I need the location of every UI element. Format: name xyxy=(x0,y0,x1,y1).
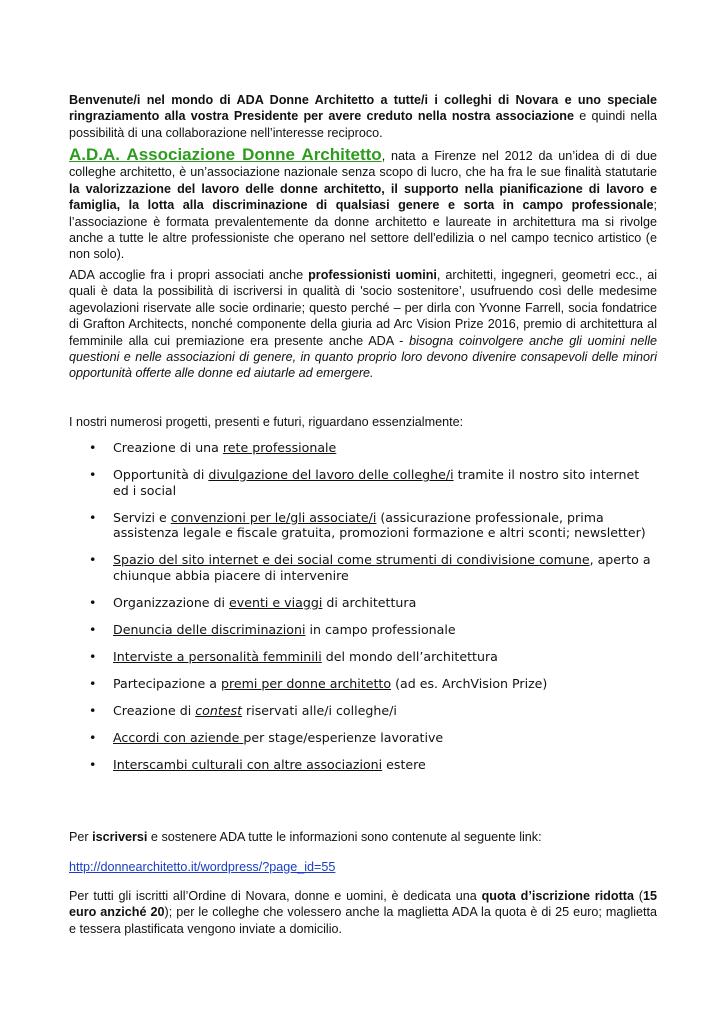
list-item-text: del mondo dell’architettura xyxy=(321,648,498,664)
list-item-underlined: divulgazione del lavoro delle colleghe/i xyxy=(208,467,454,482)
list-item-text: Creazione di una xyxy=(113,440,223,455)
ada-title: A.D.A. Associazione Donne Architetto xyxy=(69,145,382,164)
bullet-icon: • xyxy=(89,509,97,525)
list-item-text: Partecipazione a xyxy=(113,675,222,691)
intro-paragraph xyxy=(69,92,657,141)
list-item-text: (assicurazione professionale, prima assistenza legale e fiscale gratuita, promozioni formazione e altri sconti; newsletter) xyxy=(113,509,646,540)
bullet-icon: • xyxy=(89,756,97,772)
members-text-1: ADA accoglie fra i propri associati anche xyxy=(69,268,309,282)
members-text-2: , architetti, ingegneri, geometri ecc., ai quali è data la possibilità di iscriversi in qualità di 'socio sostenitore’, usufruendo così delle medesime agevolazioni riservate alle socie ordinarie; questo perché – per dirla con Yvonne Farrell, socia fondatrice di Grafton Architects, nonché componente della giuria ad Arc Vision Prize 2016, premio di architettura al femminile alla cui premiazione era presente anche ADA - xyxy=(69,268,658,348)
members-paragraph xyxy=(69,267,657,382)
fee-paragraph xyxy=(69,888,657,937)
list-item-underlined: Accordi con aziende xyxy=(113,729,244,745)
list-item-underlined: Denuncia delle discriminazioni xyxy=(113,621,306,637)
subscribe-text-1: Per xyxy=(69,830,93,844)
list-item-underlined: premi per donne architetto xyxy=(221,675,392,691)
list-item xyxy=(69,510,657,541)
list-item xyxy=(69,622,657,638)
list-item-underlined: Spazio del sito internet e dei social come strumenti di condivisione comune xyxy=(113,552,590,567)
list-item-underlined: eventi e viaggi xyxy=(229,594,323,610)
list-item-underlined: contest xyxy=(195,702,243,718)
bullet-icon: • xyxy=(89,621,97,637)
list-item-underlined: convenzioni per le/gli associate/i xyxy=(170,509,377,525)
subscribe-paragraph xyxy=(69,829,542,845)
ada-paragraph xyxy=(69,147,657,263)
bullet-icon: • xyxy=(89,648,97,664)
list-item-text: Servizi e xyxy=(113,509,171,525)
ada-bold-text: la valorizzazione del lavoro delle donne architetto, il supporto nella pianificazione di lavoro e famiglia, la lotta alla discriminazione di qualsiasi genere e sorta in campo professionale xyxy=(69,181,657,213)
bullet-icon: • xyxy=(89,594,97,610)
list-item-text: , aperto a chiunque abbia piacere di intervenire xyxy=(113,552,651,583)
list-item-underlined: Interviste a personalità femminili xyxy=(113,648,322,664)
list-item xyxy=(69,595,657,611)
list-item xyxy=(69,676,657,692)
ada-text-1: , nata a Firenze nel 2012 da un’idea di di due colleghe architetto, è un’associazione nazionale senza scopo di lucro, che ha fra le sue finalità statutarie xyxy=(69,149,658,180)
list-item-text: per stage/esperienze lavorative xyxy=(243,729,444,745)
members-italic-quote: bisogna coinvolgere anche gli uomini nelle questioni e nelle associazioni di genere, in quanto proprio loro devono divenire consapevoli delle minori opportunità offerte alle donne ed aiutarle ad emergere. xyxy=(69,333,657,381)
subscribe-text-2: e sostenere ADA tutte le informazioni sono contenute al seguente link: xyxy=(147,830,542,844)
ada-text-2: ; l’associazione è formata prevalentemente da donne architetto e laureate in architettura ma si rivolge anche a tutte le altre professioniste che operano nel settore dell'edilizia o nel campo tecnico artistico (e non solo). xyxy=(69,198,657,262)
list-item xyxy=(69,757,657,773)
list-item-underlined: Interscambi culturali con altre associazioni xyxy=(113,756,383,772)
fee-bold-text-2: 15 euro anziché 20 xyxy=(69,889,657,920)
fee-text-1: Per tutti gli iscritti all’Ordine di Novara, donne e uomini, è dedicata una xyxy=(69,889,482,903)
bullet-icon: • xyxy=(89,552,97,567)
list-item-text: in campo professionale xyxy=(305,621,456,637)
bullet-icon: • xyxy=(89,675,97,691)
subscribe-link[interactable]: http://donnearchitetto.it/wordpress/?page_id=55 xyxy=(69,860,336,874)
intro-text: e quindi nella possibilità di una collaborazione nell’interesse reciproco. xyxy=(69,109,657,140)
list-item xyxy=(69,467,657,498)
list-item-text: Organizzazione di xyxy=(113,594,230,610)
projects-list xyxy=(69,440,657,784)
bullet-icon: • xyxy=(89,440,97,455)
list-item-text: (ad es. ArchVision Prize) xyxy=(391,675,548,691)
list-item xyxy=(69,703,657,719)
list-item xyxy=(69,552,657,583)
list-item xyxy=(69,440,657,456)
bullet-icon: • xyxy=(89,702,97,718)
fee-text-3: ); per le colleghe che volessero anche la maglietta ADA la quota è di 25 euro; maglietta e tessera plastificata vengono inviate a domicilio. xyxy=(69,905,657,936)
list-item-text: riservati alle/i colleghe/i xyxy=(242,702,397,718)
list-item-text: Opportunità di xyxy=(113,467,209,482)
list-item xyxy=(69,730,657,746)
projects-intro: I nostri numerosi progetti, presenti e futuri, riguardano essenzialmente: xyxy=(69,415,464,429)
list-item-text: estere xyxy=(382,756,426,772)
list-item-text: tramite il nostro sito internet ed i social xyxy=(113,467,640,498)
list-item-text: di architettura xyxy=(322,594,417,610)
bullet-icon: • xyxy=(89,729,97,745)
intro-bold-text: Benvenute/i nel mondo di ADA Donne Architetto a tutte/i i colleghi di Novara e uno speciale ringraziamento alla vostra Presidente per avere creduto nella nostra associazione xyxy=(69,93,657,124)
members-bold-text: professionisti uomini xyxy=(308,268,437,282)
list-item-text: Creazione di xyxy=(113,702,196,718)
list-item-underlined: rete professionale xyxy=(222,440,337,455)
bullet-icon: • xyxy=(89,467,97,482)
fee-text-2: ( xyxy=(633,889,643,903)
list-item xyxy=(69,649,657,665)
subscribe-bold-text: iscriversi xyxy=(92,830,148,844)
fee-bold-text-1: quota d’iscrizione ridotta xyxy=(481,889,634,903)
